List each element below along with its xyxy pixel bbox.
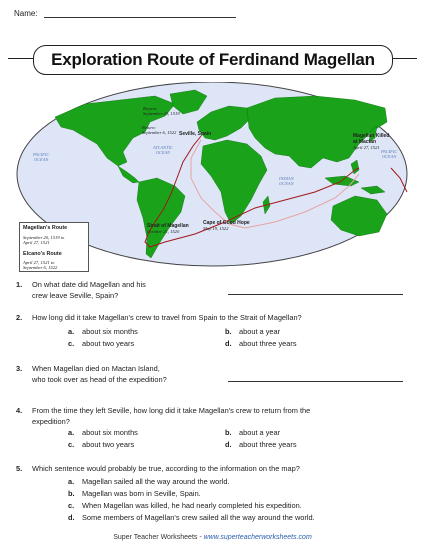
option-text: Magellan was born in Seville, Spain. [82,489,201,498]
name-row [14,9,236,18]
question-number: 4. [16,406,23,415]
option-letter: b. [225,327,232,336]
legend-magellan-title: Magellan's Route [23,225,68,231]
question-3-line-1: When Magellan died on Mactan Island, [32,364,160,373]
title-box [33,45,393,75]
option-letter: d. [225,440,232,449]
footer-site: Super Teacher Worksheets - [113,534,204,541]
cape-label [203,220,250,231]
option-text: When Magellan was killed, he had nearly completed his expedition. [82,501,302,510]
legend-magellan-dates [23,235,64,245]
question-text [32,364,167,385]
option-text: about two years [82,339,135,348]
q2-option-b[interactable] [225,327,280,337]
legend-elcano-date-1: April 27, 1521 to [23,260,55,265]
return-title: Return: [142,125,157,130]
name-field[interactable] [44,9,236,18]
atlantic-line-1: ATLANTIC [153,145,173,150]
footer-url[interactable]: www.superteacherworksheets.com [203,534,312,541]
question-text: Which sentence would probably be true, according to the information on the map? [32,464,300,473]
q2-option-d[interactable] [225,339,297,349]
option-letter: d. [68,513,75,522]
pacific-ocean-west-label [33,152,49,162]
option-letter: b. [68,489,75,498]
legend-magellan [23,225,67,231]
question-4 [16,406,416,428]
option-text: about six months [82,327,138,336]
indian-line-1: INDIAN [279,176,294,181]
question-1-line-1: On what date did Magellan and his [32,280,146,289]
question-text [32,406,310,427]
question-3 [16,364,236,386]
boyant-label [143,106,180,116]
option-text: about three years [239,440,297,449]
pacific-east-line-1: PACIFIC [381,149,398,154]
option-text: about a year [239,428,281,437]
q4-option-c[interactable] [68,440,134,450]
question-4-line-1: From the time they left Seville, how long did it take Magellan's crew to return from the [32,406,311,415]
pacific-east-line-2: OCEAN [381,154,397,159]
q4-option-b[interactable] [225,428,280,438]
question-number: 2. [16,313,23,322]
q2-option-a[interactable] [68,327,138,337]
option-text: about three years [239,339,297,348]
legend-magellan-date-2: April 27, 1521 [23,240,50,246]
option-letter: a. [68,477,75,486]
q5-option-a[interactable] [68,477,230,487]
page-title: Exploration Route of Ferdinand Magellan [51,50,375,69]
question-2 [16,313,416,325]
legend-elcano-date-2: September 6, 1522 [23,265,58,271]
pacific-west-line-2: OCEAN [33,157,49,162]
question-1-line-2: crew leave Seville, Spain? [32,290,119,300]
question-text [32,280,146,301]
pacific-west-line-1: PACIFIC [33,152,50,157]
q5-option-d[interactable] [68,513,315,523]
option-letter: c. [68,440,75,449]
boyant-date: September 20, 1519 [143,111,180,117]
option-letter: a. [68,327,75,336]
seville-name: Seville, Spain [179,131,212,137]
strait-date: October 21, 1520 [147,229,180,235]
question-5 [16,464,416,476]
option-letter: c. [68,501,75,510]
boyant-title: Boyant: [143,106,158,111]
return-date: September 6, 1522 [142,130,177,136]
option-text: Some members of Magellan's crew sailed all the way around the world. [82,513,315,522]
pacific-ocean-east-label [381,149,397,159]
mactan-label [353,133,389,151]
legend-magellan-date-1: September 20, 1519 to [23,235,65,240]
q4-option-d[interactable] [225,440,297,450]
q2-option-c[interactable] [68,339,134,349]
question-1 [16,280,236,302]
footer [0,534,425,541]
question-3-line-2: who took over as head of the expedition? [32,374,167,384]
mactan-date: April 27, 1521 [353,145,380,151]
strait-title: Strait of Magellan [147,223,189,229]
mactan-line-2: at Mactan [353,139,377,146]
option-text: about a year [239,327,281,336]
question-number: 1. [16,280,23,289]
option-text: about six months [82,428,138,437]
seville-label [179,131,211,137]
option-text: about two years [82,440,135,449]
option-letter: a. [68,428,75,437]
q5-option-c[interactable] [68,501,302,511]
return-label [142,125,176,135]
atlantic-ocean-label [153,145,173,155]
answer-line-3[interactable] [228,381,403,382]
q4-option-a[interactable] [68,428,138,438]
question-4-line-2: expedition? [32,416,70,426]
indian-ocean-label [279,176,294,186]
indian-line-2: OCEAN [279,181,294,186]
option-letter: d. [225,339,232,348]
cape-title: Cape of Good Hope [203,220,250,226]
strait-label [147,223,189,234]
q5-option-b[interactable] [68,489,201,499]
cape-date: May 19, 1522 [203,226,229,232]
answer-line-1[interactable] [228,294,403,295]
question-text: How long did it take Magellan's crew to travel from Spain to the Strait of Magellan? [32,313,302,322]
name-label: Name: [14,9,38,18]
legend-elcano-title: Elcano's Route [23,251,62,257]
atlantic-line-2: OCEAN [155,150,171,155]
question-number: 3. [16,364,23,373]
map-legend [19,222,89,272]
option-letter: b. [225,428,232,437]
legend-elcano [23,251,62,257]
option-text: Magellan sailed all the way around the world. [82,477,230,486]
legend-elcano-dates [23,260,57,270]
option-letter: c. [68,339,75,348]
mactan-line-1: Magellan Killed [353,133,390,139]
question-number: 5. [16,464,23,473]
